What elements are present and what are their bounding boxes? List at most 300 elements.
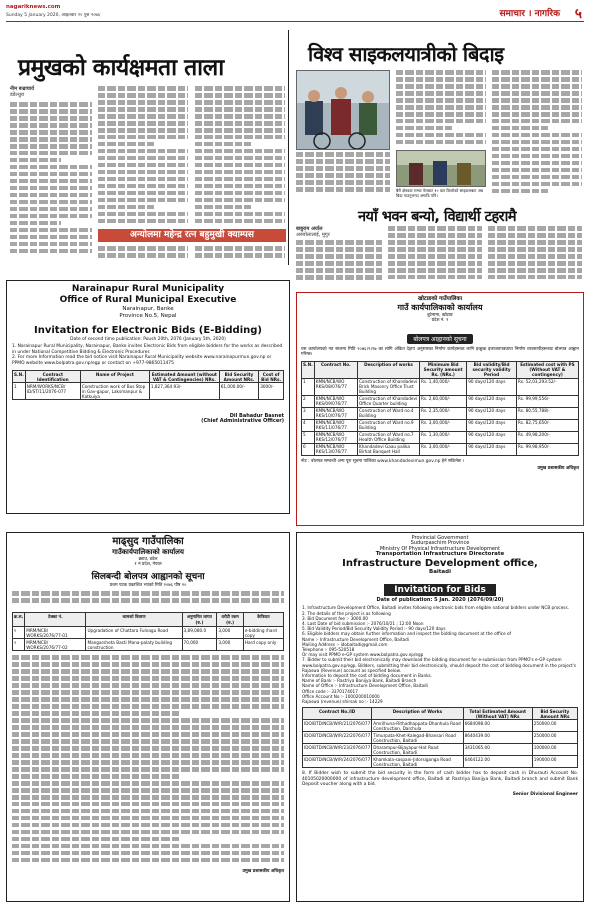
text-line xyxy=(492,70,582,75)
text-line xyxy=(12,662,284,667)
text-line xyxy=(98,107,188,112)
table-row xyxy=(13,627,284,639)
text-line xyxy=(492,105,582,110)
text-line xyxy=(296,173,390,178)
text-line xyxy=(195,93,285,98)
infra-gov: Provincial Government xyxy=(411,535,469,541)
story-left-col1 xyxy=(10,102,92,262)
table-cell: Rs. 80,55,788/- xyxy=(516,407,578,419)
table-cell: 100000.00 xyxy=(532,744,577,756)
table-cell: 1 xyxy=(13,383,26,400)
text-line xyxy=(10,172,92,177)
narainapur-title2: Office of Rural Municipal Executive xyxy=(59,295,237,305)
text-line xyxy=(10,109,92,114)
table-cell: 1 xyxy=(302,378,315,395)
story-left-subhead-banner: अन्योलमा महेन्द्र रत्न बहुमुखी क्याम्पस xyxy=(98,229,286,242)
table-cell: KMN/NCB/WO RKS/13/076/77 xyxy=(314,443,357,455)
infra-point: Rajaswa (revenue) shirsak no :- 14229 xyxy=(302,699,383,705)
text-line xyxy=(12,795,284,800)
table-cell: 4 xyxy=(302,419,315,431)
narainapur-table xyxy=(12,370,284,400)
site-url[interactable]: nagariknews.com xyxy=(6,4,61,10)
table-cell: Construction work of Bus Stop in Gav-gapur, Laksmanpur & Katkuiya xyxy=(80,383,149,400)
text-line xyxy=(492,182,582,187)
text-line xyxy=(195,121,285,126)
table-cell: IDO/BTD/NCB/W/R/23/2076/077 xyxy=(303,744,372,756)
story-left-col5 xyxy=(195,246,285,264)
text-line xyxy=(492,168,582,173)
text-line xyxy=(492,112,582,117)
text-line xyxy=(12,669,284,674)
text-line xyxy=(396,91,486,96)
table-cell: 8640439.00 xyxy=(463,732,532,744)
text-line xyxy=(388,268,482,273)
text-line xyxy=(12,837,181,842)
text-line xyxy=(10,221,61,226)
text-line xyxy=(12,718,284,723)
infra-signer: Senior Divisional Engineer xyxy=(512,791,578,797)
byline-location: डडेल्धुरा xyxy=(10,92,25,98)
section-label: समाचार । नागरिक xyxy=(499,9,560,19)
text-line xyxy=(12,844,284,849)
mahadeshpur-title: गाउँकार्यपालिकाको कार्यालय xyxy=(112,548,184,556)
text-line xyxy=(12,781,284,786)
text-line xyxy=(12,753,284,758)
table-cell: KMN/NCB/WO RKS/11/076/77 xyxy=(314,419,357,431)
table-cell: 2 xyxy=(302,395,315,407)
text-line xyxy=(492,77,582,82)
story-bhawan-byline xyxy=(296,226,382,238)
issue-date: Sunday 5 January 2020, आइतबार २० पुस २०७६ xyxy=(6,13,101,18)
infra-point: Office Account No :- 1000200010000 xyxy=(302,693,380,699)
text-line xyxy=(396,77,486,82)
table-cell: 3000/- xyxy=(259,383,284,400)
text-line xyxy=(98,205,154,210)
text-line xyxy=(12,851,284,856)
table-row xyxy=(302,419,579,431)
table-header-cell: Contract No./ID xyxy=(303,708,372,720)
text-line xyxy=(492,91,582,96)
text-line xyxy=(296,254,382,259)
infra-province: Sudurpaschim Province xyxy=(410,540,470,547)
text-line xyxy=(195,253,285,258)
text-line xyxy=(396,126,452,131)
text-line xyxy=(492,189,548,194)
story-left-headline: प्रमुखको कार्यक्षमता ताला xyxy=(18,55,224,81)
text-line xyxy=(492,175,582,180)
text-line xyxy=(396,70,486,75)
table-header-cell: क्र.स. xyxy=(13,613,25,627)
table-cell: IDO/BTD/NCB/W/R/22/2076/077 xyxy=(303,732,372,744)
table-cell: Rs. 82,75,650/- xyxy=(516,419,578,431)
table-cell: 3,89,080.0 xyxy=(182,627,217,639)
table-cell: 3431065.00 xyxy=(463,744,532,756)
narainapur-signer-name: Dil Bahadur Basnet xyxy=(229,413,284,420)
story-right-col2 xyxy=(396,70,486,150)
text-line xyxy=(12,802,284,807)
table-header-cell: Estimated Amount (without VAT & Contingencies) NRs. xyxy=(149,371,219,383)
table-cell: 3 xyxy=(302,407,315,419)
text-line xyxy=(195,191,285,196)
table-header-cell: Contract Identification xyxy=(25,371,80,383)
text-line xyxy=(388,247,482,252)
story-left-byline xyxy=(10,86,80,98)
text-line xyxy=(388,261,482,266)
text-line xyxy=(492,84,582,89)
table-cell: 90 days/120 days xyxy=(467,419,517,431)
narainapur-heading: Invitation for Electronic Bids (E-Bidding) xyxy=(34,325,262,336)
text-line xyxy=(10,186,92,191)
story-left-col4 xyxy=(98,246,188,264)
text-line xyxy=(12,711,181,716)
table-cell: Hard copy only xyxy=(243,639,283,651)
text-line xyxy=(488,226,582,231)
notice-narainapur xyxy=(6,280,290,514)
text-line xyxy=(396,105,486,110)
table-row xyxy=(302,431,579,443)
text-line xyxy=(12,858,284,863)
text-line xyxy=(195,219,285,224)
table-cell: KMN/NCB/WO RKS/12/076/77 xyxy=(314,431,357,443)
text-line xyxy=(296,180,390,185)
notice-office: खोटाङको गाउँपालिका xyxy=(417,296,463,302)
text-line xyxy=(195,177,285,182)
text-line xyxy=(488,261,582,266)
text-line xyxy=(488,240,582,245)
infra-point: Name of Office :- Infrastructure Development Office, Baitadi xyxy=(302,683,428,689)
text-line xyxy=(296,247,382,252)
table-cell: Amrilhuna-Rithadhappata-Dhanhula Road Construction, Darchula xyxy=(372,720,463,732)
text-line xyxy=(195,163,285,168)
text-line xyxy=(396,84,486,89)
table-cell: 90 days/120 days xyxy=(467,395,517,407)
infra-point: 5. Bid Validity Period/Bid Security Validity Period :- 90 days/120 days xyxy=(302,626,446,632)
story-right-col1 xyxy=(296,152,390,194)
table-cell: 5 xyxy=(302,431,315,443)
text-line xyxy=(10,144,92,149)
infra-note: 8. If Bidder wish to submit the bid security in the form of cash bidder has to deposit cash in Dhurauti Account No. 40105020000000 of infrastructure development office, Baitadi at Rastriya Banijya Bank, Baitadi branch and submit Bank Deposit voucher along with a bid. xyxy=(302,771,578,788)
text-line xyxy=(98,142,154,147)
text-line xyxy=(98,121,188,126)
narainapur-address2: Province No.5, Nepal xyxy=(119,313,177,319)
table-header-cell: Description of works xyxy=(358,361,420,378)
infra-point: Telephone :- 095-520518 xyxy=(302,647,355,653)
byline-name: बाबुराम अर्याल xyxy=(296,226,323,232)
infra-point: 3. Bid Document fee :- 3000.00 xyxy=(302,615,368,621)
text-line xyxy=(396,98,486,103)
table-cell: 250000.00 xyxy=(532,720,577,732)
mahadeshpur-signer: प्रमुख प्रशासकीय अधिकृत xyxy=(242,869,284,875)
infra-directorate: Transportation Infrastructure Directorate xyxy=(375,551,505,558)
text-line xyxy=(195,142,251,147)
text-line xyxy=(195,246,285,251)
text-line xyxy=(195,107,285,112)
table-cell: Rs. 3,00,000/- xyxy=(419,443,466,455)
text-line xyxy=(98,163,188,168)
column-rule xyxy=(288,30,289,265)
text-line xyxy=(10,228,92,233)
table-cell: 70,000 xyxy=(182,639,217,651)
text-line xyxy=(98,156,188,161)
infra-point: 6. Eligible bidders may obtain further information and inspect the bidding document at the office of xyxy=(302,631,512,637)
text-line xyxy=(195,86,285,91)
table-header-cell: Name of Project xyxy=(80,371,149,383)
text-line xyxy=(492,98,582,103)
infra-point: 1. Infrastructure Development Office, Baitadi invites following electronic bids from eligible national bidders under NCB process. xyxy=(302,605,569,611)
narainapur-title1: Narainapur Rural Municipality xyxy=(71,284,225,294)
text-line xyxy=(12,690,284,695)
table-row xyxy=(302,443,579,455)
text-line xyxy=(12,697,284,702)
text-line xyxy=(10,165,92,170)
narainapur-date: Date of second time publication: Poush 20th, 2076 (January 5th, 2020) xyxy=(70,337,226,342)
text-line xyxy=(12,774,181,779)
text-line xyxy=(12,788,284,793)
table-cell: KMN/NCB/WO RKS/08/076/77 xyxy=(314,378,357,395)
table-cell: 6464122.00 xyxy=(463,756,532,768)
table-cell: Construction of Ward no.4 Building xyxy=(358,407,420,419)
story-bhawan-col1 xyxy=(296,240,382,284)
notice-body: यस कार्यालयको गत सालमा मिति २०७६।९।१७ का लागि अंकित देहाय अनुसारका निर्माण कार्यहरूका लागि इच्छुक इजाजतपत्रप्राप्त निर्माण व्यवसायीहरूबाट बोलपत्र आह्वान गरिन्छ। xyxy=(301,346,579,358)
mahadeshpur-heading: सिलबन्दी बोलपत्र आह्वानको सूचना xyxy=(91,571,205,582)
text-line xyxy=(396,119,486,124)
story-bhawan-headline: नयाँ भवन बन्यो, विद्यार्थी टहरामै xyxy=(358,209,517,225)
text-line xyxy=(10,116,92,121)
text-line xyxy=(12,683,284,688)
story-left-col2 xyxy=(98,86,188,228)
table-cell: MRM/NCB/ WORKS/2076/77-02 xyxy=(25,639,86,651)
text-line xyxy=(12,732,284,737)
infra-point[interactable]: 7. Bidder to submit their bid electronically may download the bidding document for e-submission from PPMO's e-GP system www.bolpatra.gov.np/egp. Bidders, submitting their bid electronically, should deposit the cost of bidding document in the project's Rajaswa (Revenue) account as specified below. xyxy=(302,657,577,673)
text-line xyxy=(98,128,188,133)
notice-subtitle: बुटेनामा, खोटाङ xyxy=(427,313,453,318)
text-line xyxy=(98,114,188,119)
byline-name: नीम बज्राचार्य xyxy=(10,86,35,92)
table-cell: Rs. 2,35,000/- xyxy=(419,407,466,419)
table-header-cell: ठेक्का नं. xyxy=(25,613,86,627)
table-cell: 90 days/120 days xyxy=(467,443,517,455)
text-line xyxy=(98,184,188,189)
table-cell: Khamkala-saspani-Jidorsiganga Road Construction, Baitadi xyxy=(372,756,463,768)
text-line xyxy=(195,212,285,217)
mahadeshpur-address: ढ्याउ, डडेल xyxy=(138,557,158,562)
text-line xyxy=(388,226,482,231)
mahadeshpur-table xyxy=(12,612,284,651)
table-cell: Mangarsheta Basti Mana-palaty building construction xyxy=(86,639,182,651)
text-line xyxy=(195,149,285,154)
infra-heading: Invitation for Bids xyxy=(384,584,496,596)
text-line xyxy=(396,112,486,117)
mahadeshpur-intro xyxy=(12,591,284,609)
table-cell: 3,000 xyxy=(217,627,244,639)
text-line xyxy=(10,158,61,163)
table-row xyxy=(303,756,578,768)
table-cell: Construction of Ward no.7 Health Office Building xyxy=(358,431,420,443)
text-line xyxy=(10,214,92,219)
page-number: ५ xyxy=(574,6,582,22)
table-cell: 61,000.00/- xyxy=(219,383,258,400)
table-header-cell: S.N. xyxy=(302,361,315,378)
notice-mahadeshpur xyxy=(6,532,290,902)
text-line xyxy=(12,676,284,681)
text-line xyxy=(195,156,285,161)
text-line xyxy=(296,152,390,157)
infra-point: 4. Last Date of bid submission :- 2076/10/21 ; 12:00 Noon xyxy=(302,621,424,627)
infra-point: Office code :- 3370174017 xyxy=(302,688,358,694)
text-line xyxy=(388,240,482,245)
table-header-cell: Bid Security Amount NRs. xyxy=(219,371,258,383)
table-cell: 6 xyxy=(302,443,315,455)
narainapur-signer-title: (Chief Administrative Officer) xyxy=(201,418,284,425)
narainapur-para2[interactable]: 2. For more Information read the bid notice visit Narainapur Rural Municipality website www.narainapurmun.gov.np or PPMO website www.bolpatra.gov.np/egp or contact on +977-9865011475 xyxy=(12,355,272,366)
table-cell: IDO/BTD/NCB/W/R/24/2076/077 xyxy=(303,756,372,768)
table-cell: e-bidding /hard copy xyxy=(243,627,283,639)
text-line xyxy=(488,247,582,252)
text-line xyxy=(12,725,284,730)
table-row xyxy=(13,639,284,651)
infra-points xyxy=(302,605,578,704)
table-header-cell: Total Estimated Amount (Without VAT) NRs xyxy=(463,708,532,720)
text-line xyxy=(492,154,582,159)
table-cell: 90 days/120 days xyxy=(467,407,517,419)
table-cell: Timurpata-Khet-Kalegad-Bhansari Road Construction, Baitadi xyxy=(372,732,463,744)
story-right-headline: विश्व साइकलयात्रीको बिदाइ xyxy=(308,42,504,66)
table-cell: Construction of Khandadevi Office Quarter building xyxy=(358,395,420,407)
text-line xyxy=(296,159,390,164)
text-line xyxy=(492,161,582,166)
text-line xyxy=(296,240,382,245)
text-line xyxy=(195,205,251,210)
text-line xyxy=(12,746,284,751)
story-bhawan-col3 xyxy=(488,226,582,284)
text-line xyxy=(10,137,92,142)
masthead xyxy=(6,4,584,22)
text-line xyxy=(12,739,284,744)
table-row xyxy=(303,732,578,744)
table-cell: KMN/NCB/WO RKS/10/076/77 xyxy=(314,407,357,419)
table-cell: Rs. 1,30,000/- xyxy=(419,431,466,443)
text-line xyxy=(98,198,188,203)
notice-website-note[interactable]: नोट : बोलपत्र सम्बन्धी अन्य पूरा सूचना पालिका www.khandadevimun.gov.np हेर्न सकिनेछ । xyxy=(301,458,465,464)
table-cell: 190000.00 xyxy=(532,756,577,768)
story-bhawan-col2 xyxy=(388,226,482,284)
table-header-cell: कैफियत xyxy=(243,613,283,627)
table-row xyxy=(303,744,578,756)
text-line xyxy=(12,591,284,596)
notice-khandadevi xyxy=(296,292,584,526)
text-line xyxy=(388,254,482,259)
infra-office: Infrastructure Development office, xyxy=(342,557,538,569)
table-row xyxy=(302,407,579,419)
text-line xyxy=(296,268,382,273)
text-line xyxy=(98,246,188,251)
text-line xyxy=(296,187,390,192)
table-cell: Rs. 1,40,000/- xyxy=(419,378,466,395)
notice-heading: बोलपत्र आह्वानको सूचना xyxy=(407,334,472,344)
text-line xyxy=(98,86,188,91)
table-cell: 6684098.00 xyxy=(463,720,532,732)
text-line xyxy=(12,830,284,835)
infra-point: Name of Bank :- Rastriya Banijya Bank, Baitadi Branch xyxy=(302,678,417,684)
text-line xyxy=(98,93,188,98)
infra-point[interactable]: Mailing Address :- idobaitadi@gmail.com xyxy=(302,641,388,647)
table-cell: Upgradation of Chattara Fulnagu Road xyxy=(86,627,182,639)
text-line xyxy=(396,133,486,138)
text-line xyxy=(12,760,284,765)
text-line xyxy=(195,128,285,133)
text-line xyxy=(388,233,482,238)
text-line xyxy=(98,100,188,105)
table-header-cell: Description of Works xyxy=(372,708,463,720)
text-line xyxy=(296,166,390,171)
table-cell: Khandadevi Gaau palika Birhat Banquet Hall xyxy=(358,443,420,455)
text-line xyxy=(195,184,285,189)
cyclist-photo-2 xyxy=(396,150,486,187)
text-line xyxy=(195,100,285,105)
text-line xyxy=(98,191,188,196)
text-line xyxy=(10,249,92,254)
text-line xyxy=(10,123,92,128)
text-line xyxy=(10,207,92,212)
infra-point: Name :- Infrastructure Development Office, Baitadi xyxy=(302,636,409,642)
infra-point[interactable]: Or may visit PPMO e-GP system www.bolpatra.gov.np/egp xyxy=(302,652,424,658)
text-line xyxy=(10,130,92,135)
text-line xyxy=(98,135,188,140)
text-line xyxy=(492,119,582,124)
table-row xyxy=(13,383,284,400)
text-line xyxy=(12,598,284,603)
text-line xyxy=(296,275,382,280)
table-cell: MRM/NCB/ WORKS/2076/77-01 xyxy=(25,627,86,639)
table-header-cell: धरौटी रकम (रु.) xyxy=(217,613,244,627)
text-line xyxy=(10,151,92,156)
cyclist-photo xyxy=(296,70,390,150)
text-line xyxy=(492,126,548,131)
narainapur-address1: Narainapur, Banke xyxy=(122,306,174,312)
text-line xyxy=(10,200,92,205)
table-cell: Construction of Ward no.9 Building xyxy=(358,419,420,431)
table-cell: १ xyxy=(13,627,25,639)
text-line xyxy=(98,212,188,217)
table-cell: Rs. 3,00,000/- xyxy=(419,419,466,431)
notice-infrastructure xyxy=(296,532,584,902)
table-cell: 250000.00 xyxy=(532,732,577,744)
text-line xyxy=(488,275,582,280)
text-line xyxy=(195,170,285,175)
text-line xyxy=(12,767,284,772)
mahadeshpur-office: माढ्सुद गाउँपालिका xyxy=(112,536,184,547)
table-cell: Rs. 52,03,293.52/- xyxy=(516,378,578,395)
table-cell: Rs. 99,99,556/- xyxy=(516,395,578,407)
table-cell: 1,827,364.93/- xyxy=(149,383,219,400)
table-cell: 3,000 xyxy=(217,639,244,651)
text-line xyxy=(488,233,582,238)
photo-caption: बैरी क्षेत्रबाट राम्चा पेराबाट १० वटा किलोको साइकलबाट अब बिदा पाउनुभन्दा अगाडि पनि। xyxy=(396,188,484,198)
table-header-cell: कामको विवरण xyxy=(86,613,182,627)
table-row xyxy=(302,378,579,395)
table-cell: Dharampur-Bijayapur-Hat Road Construction, Baitadi xyxy=(372,744,463,756)
notice-signer: प्रमुख प्रशासकीय अधिकृत xyxy=(537,466,579,472)
text-line xyxy=(12,655,284,660)
text-line xyxy=(388,275,482,280)
text-line xyxy=(12,816,284,821)
text-line xyxy=(10,235,92,240)
table-row xyxy=(303,720,578,732)
table-cell: २ xyxy=(13,639,25,651)
story-left-col3 xyxy=(195,86,285,228)
notice-title: गाउँ कार्यपालिकाको कार्यालय xyxy=(397,303,483,312)
text-line xyxy=(98,177,188,182)
